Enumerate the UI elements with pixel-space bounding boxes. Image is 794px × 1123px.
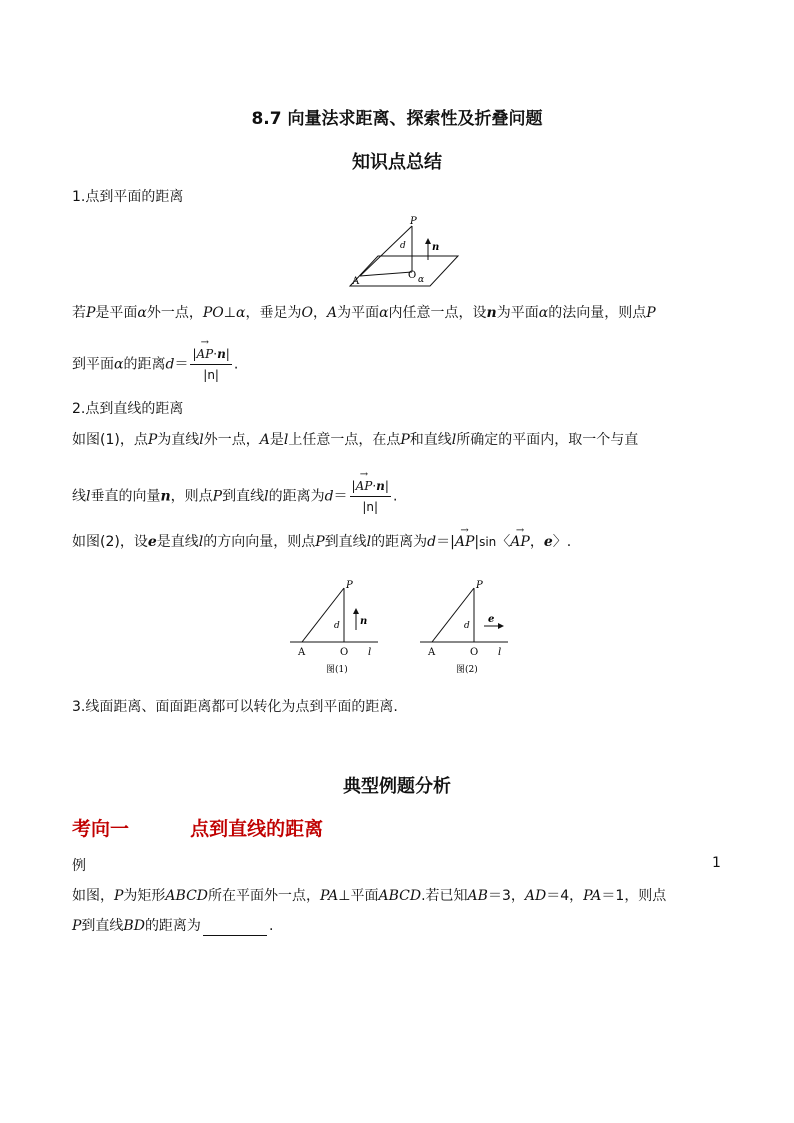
- fig1-label-d: d: [334, 621, 340, 631]
- fig2-label-A: A: [428, 647, 436, 658]
- label-P: P: [410, 216, 417, 227]
- fig1-label-n: n: [360, 616, 368, 627]
- line-PA: [302, 588, 344, 642]
- fig1-label-P: P: [346, 580, 353, 591]
- figure-1: [286, 578, 386, 678]
- section-title-examples: 典型例题分析: [343, 776, 451, 797]
- fig2-label-P: P: [476, 580, 483, 591]
- heading-line-plane: 3.线面距离、面面距离都可以转化为点到平面的距离.: [72, 699, 398, 715]
- paragraph-point-line-3: 如图(2)，设e是直线l的方向向量，则点P到直线l的距离为d＝|→ AP|sin〈→ AP，e〉.: [72, 532, 726, 552]
- example-text-1: 如图，P为矩形ABCD所在平面外一点，PA⊥平面ABCD.若已知AB＝3，AD＝4，PA＝1，则点: [72, 888, 667, 904]
- arrow-icon: [353, 608, 359, 614]
- section-title-summary: 知识点总结: [352, 152, 442, 173]
- fig2-label-e: e: [488, 614, 495, 625]
- topic-title: 点到直线的距离: [190, 818, 324, 840]
- label-alpha: α: [418, 275, 425, 285]
- fig1-label-l: l: [368, 647, 372, 658]
- paragraph-point-line-2: 线l垂直的向量n，则点P到直线l的距离为d＝ $\frac{|\to AP\cdot n|}{|n|}$ .: [72, 476, 726, 517]
- page-title: 8.7 向量法求距离、探索性及折叠问题: [251, 109, 543, 129]
- topic-label: 考向一: [72, 818, 130, 840]
- line-PA: [360, 226, 412, 276]
- figure-plane: [340, 212, 470, 292]
- heading-point-line: 2.点到直线的距离: [72, 401, 184, 417]
- fig1-label-O: O: [340, 647, 349, 658]
- topic-header: [72, 814, 323, 841]
- paragraph-point-line-1: 如图(1)，点P为直线l外一点，A是l上任意一点，在点P和直线l所确定的平面内，取一个与直: [72, 432, 639, 448]
- plane-shape: [350, 256, 458, 286]
- fig2-caption: 图(2): [456, 665, 478, 675]
- label-O: O: [408, 270, 417, 281]
- label-A: A: [352, 276, 360, 287]
- example-text-2: P到直线BD的距离为 .: [72, 918, 274, 934]
- answer-blank[interactable]: [203, 921, 267, 936]
- fig2-label-d: d: [464, 621, 470, 631]
- label-d: d: [400, 241, 406, 251]
- line-AO: [360, 272, 412, 276]
- arrow-icon: [498, 623, 504, 629]
- fig2-label-O: O: [470, 647, 479, 658]
- paragraph-point-plane-1: 若P是平面α外一点，PO⊥α，垂足为O，A为平面α内任意一点，设n为平面α的法向量，则点P: [72, 305, 656, 321]
- fig1-caption: 图(1): [326, 665, 348, 675]
- example-label: 例: [72, 858, 86, 874]
- fig2-label-l: l: [498, 647, 502, 658]
- example-number: 1: [712, 855, 721, 871]
- line-PA: [432, 588, 474, 642]
- paragraph-point-plane-2: 到平面α的距离d＝ $\frac{|\to AP\cdot n|}{|n|}$ .: [72, 344, 726, 385]
- heading-point-plane: 1.点到平面的距离: [72, 189, 184, 205]
- label-n: n: [432, 242, 440, 253]
- fraction-line-distance: $\frac{|\to AP\cdot n|}{|n|}$: [350, 476, 391, 517]
- arrow-icon: [425, 238, 431, 244]
- fraction-plane-distance: $\frac{|\to AP\cdot n|}{|n|}$: [190, 344, 231, 385]
- figure-2: [416, 578, 516, 678]
- fig1-label-A: A: [298, 647, 306, 658]
